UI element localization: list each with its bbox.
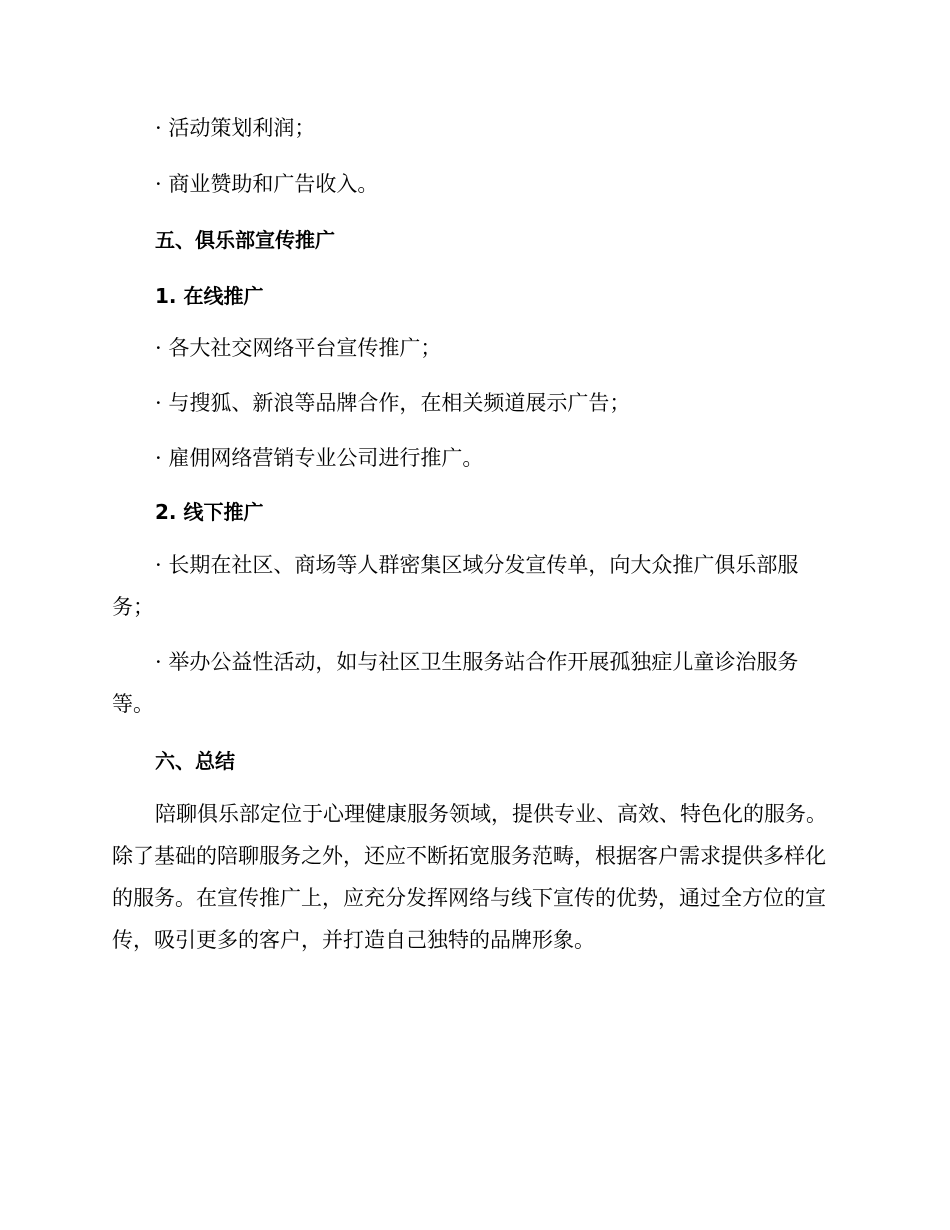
subsection-online-heading: 1. 在线推广: [155, 284, 264, 308]
summary-paragraph: 陪聊俱乐部定位于心理健康服务领域，提供专业、高效、特色化的服务。除了基础的陪聊服务之外，还应不断拓宽服务范畴，根据客户需求提供多样化的服务。在宣传推广上，应充分发挥网络与线下宣传的优势，通过全方位的宣传，吸引更多的客户，并打造自己独特的品牌形象。: [112, 802, 827, 952]
bullet-sponsorship-income: · 商业赞助和广告收入。: [155, 172, 379, 196]
section6-heading: 六、总结: [155, 749, 235, 773]
section5-heading: 五、俱乐部宣传推广: [155, 228, 335, 252]
online-item-partners: · 与搜狐、新浪等品牌合作，在相关频道展示广告；: [155, 391, 631, 415]
offline-item-charity: · 举办公益性活动，如与社区卫生服务站合作开展孤独症儿童诊治服务等。: [112, 650, 799, 716]
subsection-offline-heading: 2. 线下推广: [155, 500, 264, 524]
online-item-agency: · 雇佣网络营销专业公司进行推广。: [155, 446, 484, 470]
bullet-activity-profit: · 活动策划利润；: [155, 116, 316, 140]
online-item-social: · 各大社交网络平台宣传推广；: [155, 336, 442, 360]
offline-item-flyers: · 长期在社区、商场等人群密集区域分发宣传单，向大众推广俱乐部服务；: [112, 553, 799, 619]
